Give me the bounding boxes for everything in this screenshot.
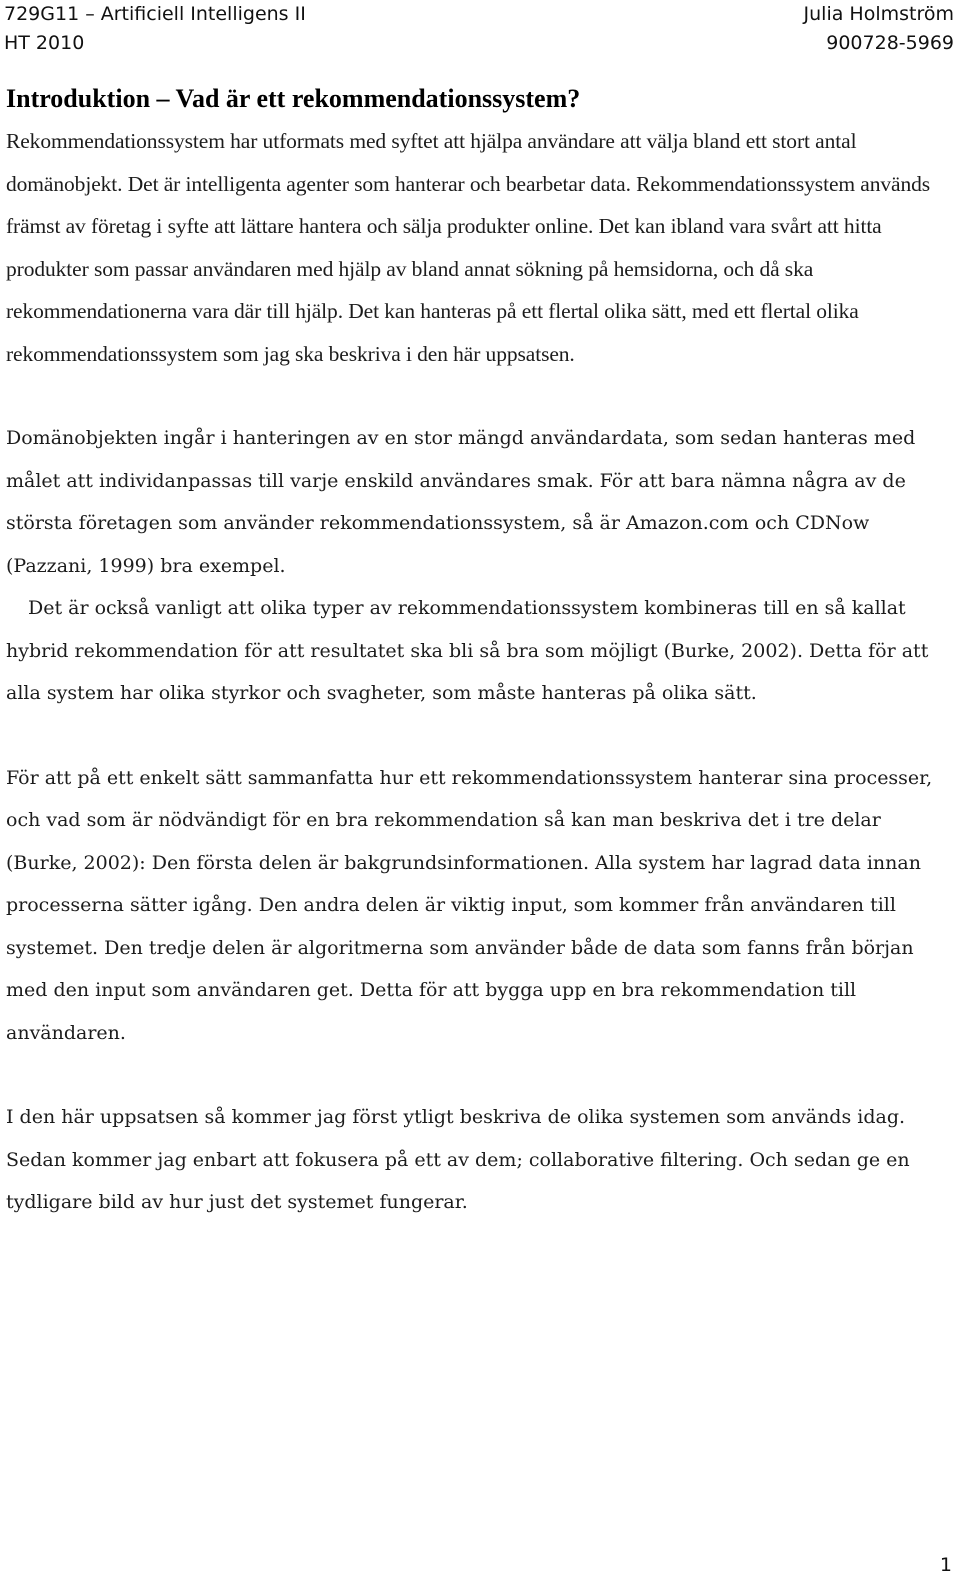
document-body [6, 78, 950, 1224]
paragraph-hybrid: Det är också vanligt att olika typer av rekommendationssystem kombineras till en så kallat hybrid rekommendation för att resultatet ska bli så bra som möjligt (Burke, 2002). Detta för att alla system har olika styrkor och svagheter, som måste hanteras på olika sätt. [6, 597, 929, 704]
student-id: 900728-5969 [826, 32, 954, 54]
term-label: HT 2010 [4, 32, 85, 54]
paragraph-domain-objects: Domänobjekten ingår i hanteringen av en stor mängd användardata, som sedan hanteras med målet att individanpassas till varje enskild användares smak. För att bara nämna några av de största företagen som använder rekommendationssystem, så är Amazon.com och CDNow (Pazzani, 1999) bra exempel. [6, 427, 916, 577]
page-header [4, 0, 954, 58]
header-row-bottom [4, 29, 954, 58]
paragraph-outline: I den här uppsatsen så kommer jag först ytligt beskriva de olika systemen som används idag. Sedan kommer jag enbart att fokusera på ett av dem; collaborative filtering. Och sedan ge en tydligare bild av hur just det systemet fungerar. [6, 1106, 910, 1213]
course-title: 729G11 – Artificiell Intelligens II [4, 3, 306, 25]
paragraph-summary: För att på ett enkelt sätt sammanfatta hur ett rekommendationssystem hanterar sina processer, och vad som är nödvändigt för en bra rekommendation så kan man beskriva det i tre delar (Burke, 2002): Den första delen är bakgrundsinformationen. Alla system har lagrad data innan processerna sätter igång. Den andra delen är viktig input, som kommer från användaren till systemet. Den tredje delen är algoritmerna som använder både de data som fanns från början med den input som användaren get. Detta för att bygga upp en bra rekommendation till användaren. [6, 766, 933, 1044]
header-row-top [4, 0, 954, 29]
page-number: 1 [939, 1554, 952, 1576]
section-heading: Introduktion – Vad är ett rekommendationssystem? [6, 84, 581, 113]
paragraph-intro: Rekommendationssystem har utformats med syftet att hjälpa användare att välja bland ett stort antal domänobjekt. Det är intelligenta agenter som hanterar och bearbetar data. Rekommendationssystem används främst av företag i syfte att lättare hantera och sälja produkter online. Det kan ibland vara svårt att hitta produkter som passar användaren med hjälp av bland annat sökning på hemsidorna, och då ska rekommendationerna vara där till hjälp. Det kan hanteras på ett flertal olika sätt, med ett flertal olika rekommendationssystem som jag ska beskriva i den här uppsatsen. [6, 129, 931, 366]
author-name: Julia Holmström [803, 3, 954, 25]
